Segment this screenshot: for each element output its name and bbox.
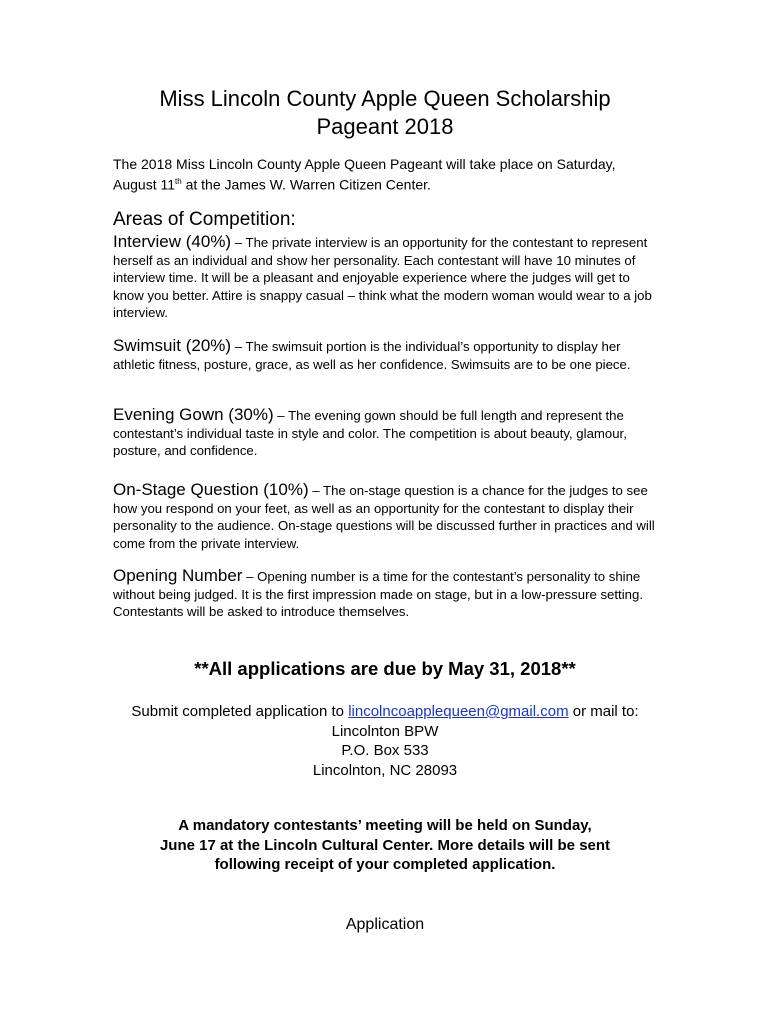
address-line-1: Lincolnton BPW <box>331 722 439 740</box>
section-interview <box>113 233 658 322</box>
email-link[interactable]: lincolncoapplequeen@gmail.com <box>348 703 569 720</box>
section-opening-number <box>113 567 658 621</box>
section-heading: Evening Gown (30%) <box>113 405 274 424</box>
meeting-line-3: following receipt of your completed application. <box>214 856 556 873</box>
meeting-notice <box>90 816 680 875</box>
section-body: – The on-stage question is a chance for the judges to see how you respond on your feet, as well as an opportunity for the contestant to display their personality to the audience. On-stage questions will be discussed further in practices and will come from the private interview. <box>113 483 655 551</box>
meeting-line-1: A mandatory contestants’ meeting will be held on Sunday, <box>178 817 592 834</box>
section-heading: On-Stage Question (10%) <box>113 480 309 499</box>
section-heading: Interview (40%) <box>113 232 232 251</box>
intro-paragraph <box>113 155 658 194</box>
section-swimsuit <box>113 337 658 373</box>
application-due-notice: **All applications are due by May 31, 2018** <box>194 658 576 679</box>
section-body: – Opening number is a time for the contestant’s personality to shine without being judged. It is the first impression made on stage, but in a low-pressure setting. Contestants will be asked to introduce themselves. <box>113 569 643 620</box>
submit-text-end: or mail to: <box>568 703 639 720</box>
intro-text-end: at the James W. Warren Citizen Center. <box>181 176 431 193</box>
section-heading: Swimsuit (20%) <box>113 336 232 355</box>
section-heading: Opening Number <box>113 566 243 585</box>
section-evening-gown <box>113 406 658 460</box>
title-line-2: Pageant 2018 <box>316 114 454 139</box>
submit-line <box>90 702 680 722</box>
intro-text: The 2018 Miss Lincoln County Apple Queen Pageant will take place on Saturday, August 11 <box>113 156 616 193</box>
areas-heading: Areas of Competition: <box>113 209 296 230</box>
section-body: – The private interview is an opportunity for the contestant to represent herself as an individual and show her personality. Each contestant will have 10 minutes of interview time. It will be a pleasant and enjoyable experience where the judges will get to know you better. Attire is snappy casual – think what the modern woman would wear to a job interview. <box>113 235 652 321</box>
intro-superscript: th <box>175 177 182 186</box>
address-line-3: Lincolnton, NC 28093 <box>312 761 458 779</box>
page-title <box>90 85 680 141</box>
submit-text: Submit completed application to <box>131 703 349 720</box>
meeting-line-2: June 17 at the Lincoln Cultural Center. More details will be sent <box>159 836 611 854</box>
submit-instructions <box>90 702 680 780</box>
section-body: – The evening gown should be full length and represent the contestant’s individual taste in style and color. The competition is about beauty, glamour, posture, and confidence. <box>113 408 627 459</box>
application-heading: Application <box>345 916 425 933</box>
address-line-2: P.O. Box 533 <box>341 742 429 759</box>
title-line-1: Miss Lincoln County Apple Queen Scholarship <box>159 86 611 111</box>
section-body: – The swimsuit portion is the individual’s opportunity to display her athletic fitness, posture, grace, as well as her confidence. Swimsuits are to be one piece. <box>113 339 631 372</box>
section-on-stage-question <box>113 481 658 552</box>
